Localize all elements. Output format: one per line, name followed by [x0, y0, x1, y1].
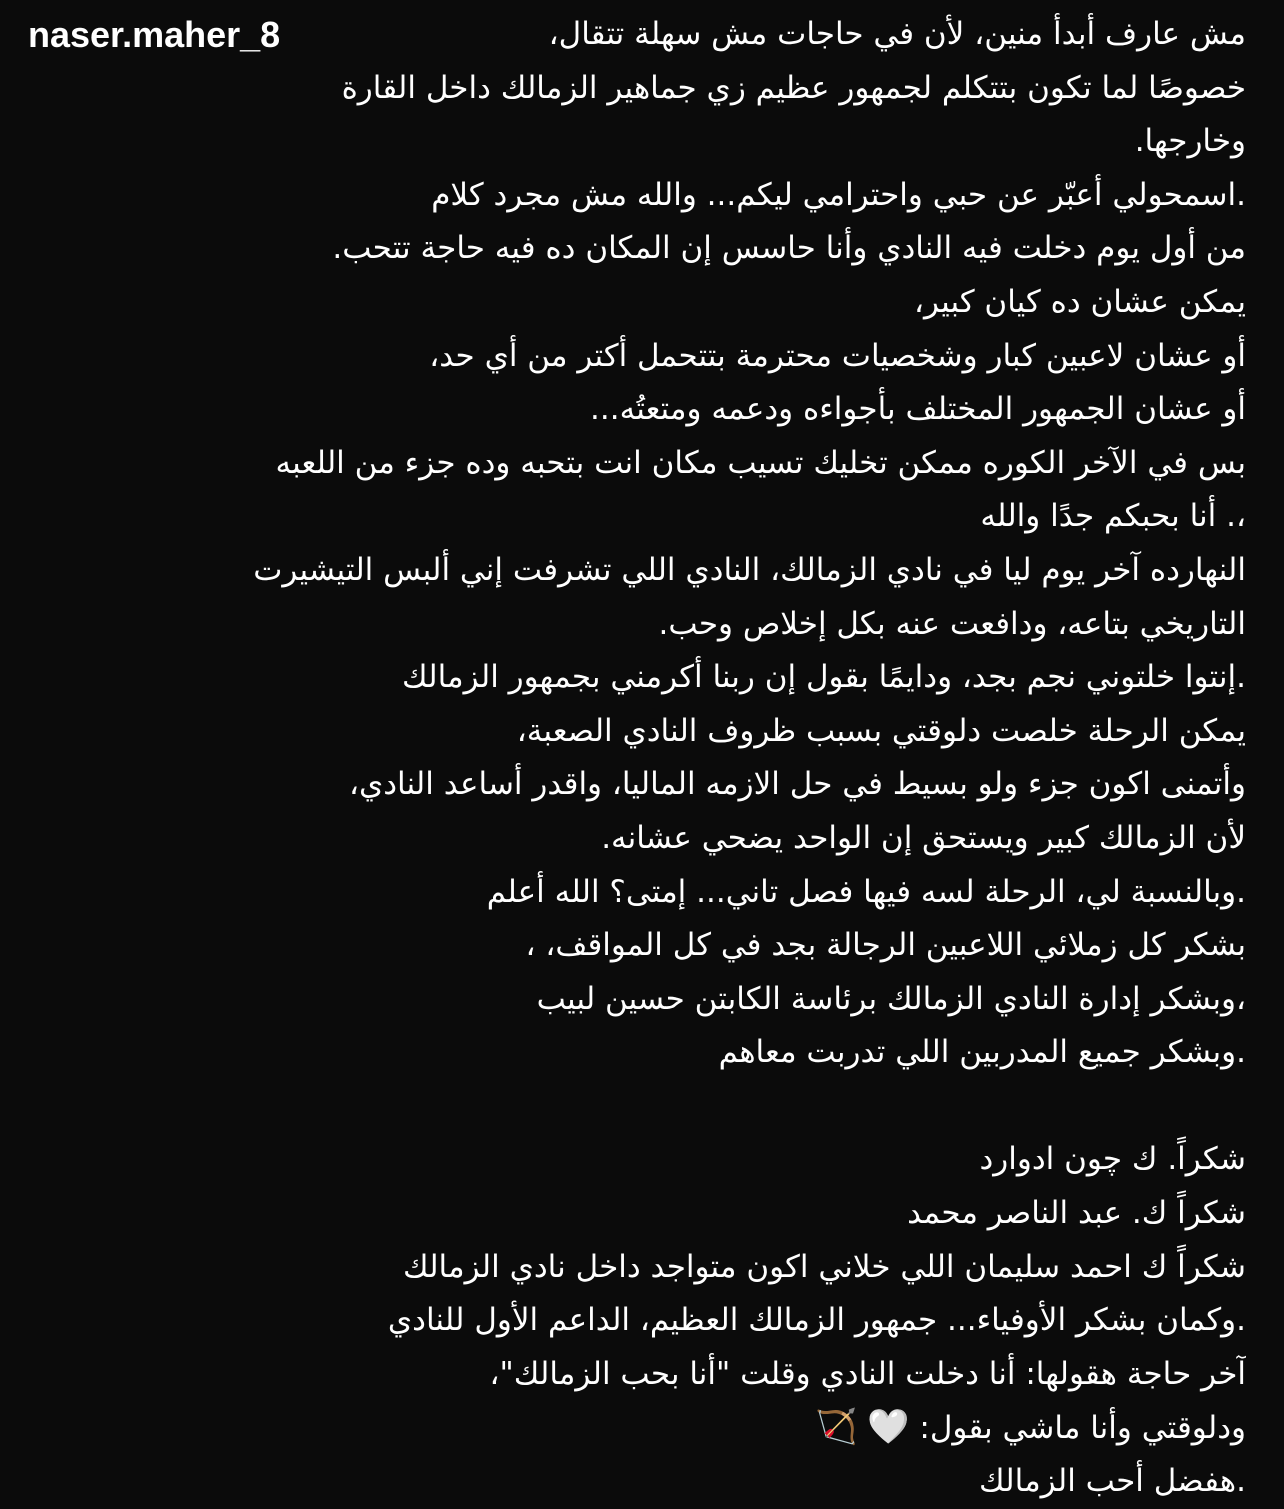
caption-line: بس في الآخر الكوره ممكن تخليك تسيب مكان انت بتحبه وده جزء من اللعبه: [275, 444, 1246, 481]
caption-line: .وكمان بشكر الأوفياء... جمهور الزمالك العظيم، الداعم الأول للنادي: [387, 1302, 1246, 1339]
caption-line: بشكر كل زملائي اللاعبين الرجالة بجد في كل المواقف، ،: [525, 927, 1246, 964]
caption-line: شكراً. ك چون ادوارد: [979, 1141, 1246, 1178]
caption-text: مش عارف أبدأ منين، لأن في حاجات مش سهلة تتقال،: [548, 16, 1246, 52]
caption-blank-line: [28, 1080, 1246, 1134]
caption-line: .هفضل أحب الزمالك: [979, 1463, 1246, 1500]
caption-line: شكراً ك. عبد الناصر محمد: [907, 1195, 1246, 1232]
caption-line: ،وبشكر إدارة النادي الزمالك برئاسة الكابتن حسين لبيب: [536, 980, 1246, 1017]
caption-line: .وبالنسبة لي، الرحلة لسه فيها فصل تاني... إمتى؟ الله أعلم: [486, 873, 1246, 910]
white-heart-icon: 🤍: [867, 1407, 910, 1448]
caption-line: لأن الزمالك كبير ويستحق إن الواحد يضحي عشانه.: [601, 819, 1246, 856]
caption-line: وخارجها.: [1134, 123, 1246, 160]
caption-line: أو عشان الجمهور المختلف بأجواءه ودعمه ومتعتُه...: [590, 391, 1246, 428]
caption-line: ،. أنا بحبكم جدًا والله: [980, 498, 1246, 535]
caption-line: التاريخي بتاعه، ودافعت عنه بكل إخلاص وحب.: [658, 605, 1246, 642]
caption-text: ودلوقتي وأنا ماشي بقول:: [919, 1410, 1246, 1447]
caption-line: من أول يوم دخلت فيه النادي وأنا حاسس إن المكان ده فيه حاجة تتحب.: [332, 230, 1246, 267]
post-caption: [28, 8, 1246, 1509]
bow-and-arrow-icon: 🏹: [814, 1407, 858, 1448]
caption-line-1: [28, 8, 1246, 62]
username-link[interactable]: naser.maher_8: [28, 14, 281, 55]
caption-line: النهارده آخر يوم ليا في نادي الزمالك، النادي اللي تشرفت إني ألبس التيشيرت: [253, 551, 1246, 588]
caption-line: شكراً ك احمد سليمان اللي خلاني اكون متواجد داخل نادي الزمالك: [402, 1248, 1246, 1285]
caption-line: يمكن الرحلة خلصت دلوقتي بسبب ظروف النادي الصعبة،: [516, 712, 1246, 749]
caption-line: آخر حاجة هقولها: أنا دخلت النادي وقلت "أنا بحب الزمالك"،: [489, 1355, 1246, 1392]
caption-line: يمكن عشان ده كيان كبير،: [914, 283, 1246, 320]
caption-line: وأتمنى اكون جزء ولو بسيط في حل الازمه الماليا، واقدر أساعد النادي،: [348, 766, 1246, 803]
caption-line: .إنتوا خلتوني نجم بجد، ودايمًا بقول إن ربنا أكرمني بجمهور الزمالك: [402, 659, 1246, 696]
caption-line: .اسمحولي أعبّر عن حبي واحترامي ليكم... والله مش مجرد كلام: [431, 176, 1246, 213]
caption-line: .وبشكر جميع المدربين اللي تدربت معاهم: [718, 1034, 1246, 1071]
caption-line-emoji: [28, 1401, 1246, 1455]
caption-line: أو عشان لاعبين كبار وشخصيات محترمة بتتحمل أكتر من أي حد،: [429, 337, 1246, 374]
caption-line: خصوصًا لما تكون بتتكلم لجمهور عظيم زي جماهير الزمالك داخل القارة: [341, 69, 1246, 106]
